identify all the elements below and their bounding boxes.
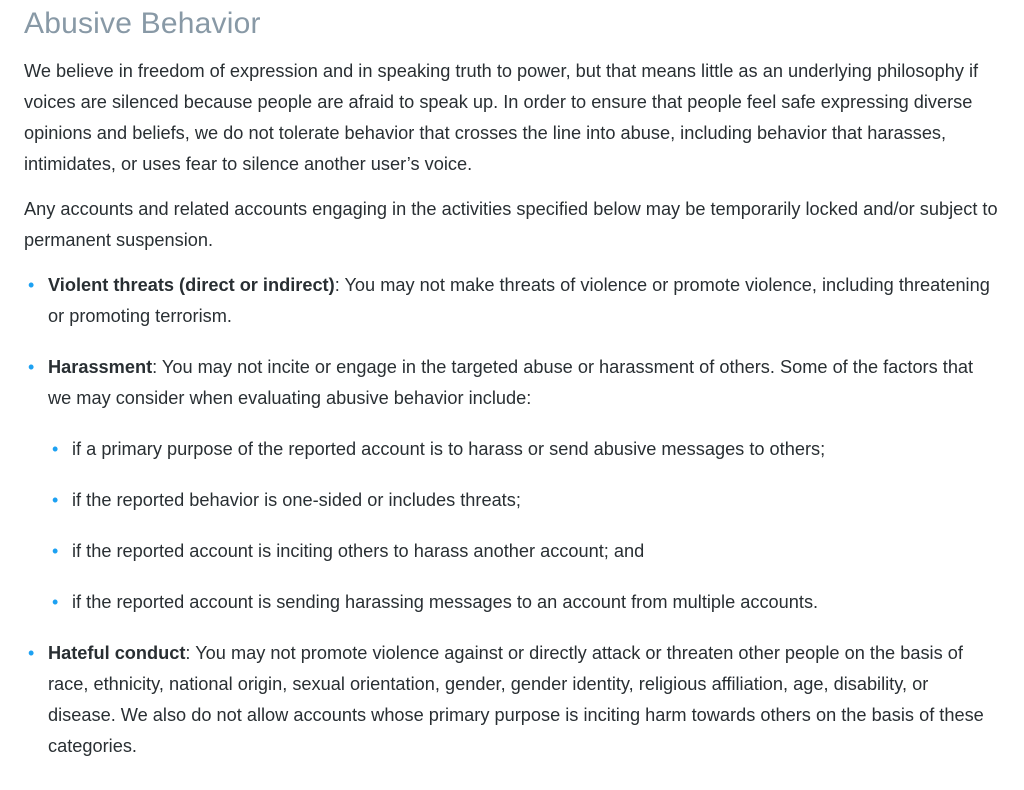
bullet-icon: • (52, 541, 59, 561)
intro-paragraph: We believe in freedom of expression and in speaking truth to power, but that means little as an underlying philosophy if voices are silenced because people are afraid to speak up. In order to ensure that people feel safe expressing diverse opinions and beliefs, we do not tolerate behavior that crosses the line into abuse, including behavior that harasses, intimidates, or uses fear to silence another user’s voice. (24, 61, 979, 174)
rule-term: Hateful conduct (48, 643, 186, 663)
harassment-factors-list (48, 434, 1000, 618)
bullet-icon: • (28, 275, 35, 295)
rule-text: : You may not incite or engage in the targeted abuse or harassment of others. Some of the factors that we may consider when evaluating abusive behavior include: (48, 357, 974, 408)
rule-harassment (24, 352, 1000, 618)
rules-list (24, 270, 1000, 762)
rule-text: : You may not make threats of violence or promote violence, including threatening or promoting terrorism. (48, 275, 990, 326)
rule-violent-threats (24, 270, 1000, 332)
bullet-icon: • (28, 357, 35, 377)
harassment-factor (48, 485, 1000, 516)
bullet-icon: • (52, 490, 59, 510)
harassment-factor (48, 434, 1000, 465)
page-title: Abusive Behavior (24, 7, 261, 40)
bullet-icon: • (28, 643, 35, 663)
rule-term: Harassment (48, 357, 153, 377)
bullet-icon: • (52, 592, 59, 612)
rule-term: Violent threats (direct or indirect) (48, 275, 335, 295)
factor-text: if a primary purpose of the reported account is to harass or send abusive messages to others; (72, 439, 826, 459)
factor-text: if the reported behavior is one-sided or includes threats; (72, 490, 521, 510)
rule-hateful-conduct (24, 638, 1000, 762)
factor-text: if the reported account is sending harassing messages to an account from multiple accounts. (72, 592, 819, 612)
harassment-factor (48, 536, 1000, 567)
harassment-factor (48, 587, 1000, 618)
enforcement-paragraph: Any accounts and related accounts engaging in the activities specified below may be temporarily locked and/or subject to permanent suspension. (24, 199, 998, 250)
rule-text: : You may not promote violence against or directly attack or threaten other people on the basis of race, ethnicity, national origin, sexual orientation, gender, gender identity, religious affiliation, age, disability, or disease. We also do not allow accounts whose primary purpose is inciting harm towards others on the basis of these categories. (48, 643, 984, 756)
bullet-icon: • (52, 439, 59, 459)
factor-text: if the reported account is inciting others to harass another account; and (72, 541, 645, 561)
